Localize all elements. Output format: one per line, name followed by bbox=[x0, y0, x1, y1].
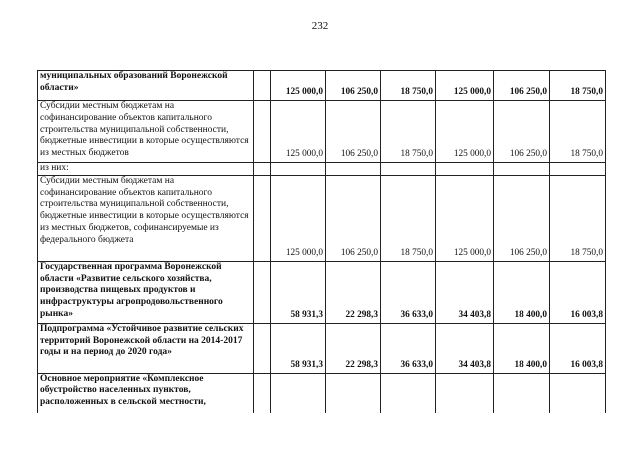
value-cell: 16 003,8 bbox=[550, 323, 606, 373]
table-row bbox=[38, 71, 606, 101]
value-cell bbox=[550, 373, 606, 413]
row-name: Субсидии местным бюджетам на софинансирование объектов капитального строительства муниципальной собственности, бюджетные инвестиции в которые осуществляются из местных бюджетов bbox=[38, 101, 254, 163]
table-row bbox=[38, 175, 606, 261]
blank-cell bbox=[254, 373, 271, 413]
value-cell: 125 000,0 bbox=[436, 71, 494, 101]
value-cell: 58 931,3 bbox=[271, 323, 326, 373]
value-cell: 22 298,3 bbox=[326, 323, 381, 373]
value-cell: 34 403,8 bbox=[436, 323, 494, 373]
value-cell bbox=[326, 163, 381, 176]
blank-cell bbox=[254, 261, 271, 323]
value-cell: 16 003,8 bbox=[550, 261, 606, 323]
value-cell bbox=[494, 163, 550, 176]
value-cell: 18 400,0 bbox=[494, 261, 550, 323]
value-cell: 106 250,0 bbox=[494, 101, 550, 163]
blank-cell bbox=[254, 71, 271, 101]
blank-cell bbox=[254, 101, 271, 163]
value-cell bbox=[381, 163, 436, 176]
value-cell: 125 000,0 bbox=[436, 101, 494, 163]
blank-cell bbox=[254, 323, 271, 373]
value-cell: 18 750,0 bbox=[381, 71, 436, 101]
value-cell: 106 250,0 bbox=[494, 71, 550, 101]
page-number: 232 bbox=[311, 20, 329, 32]
value-cell bbox=[326, 373, 381, 413]
value-cell: 36 633,0 bbox=[381, 261, 436, 323]
table-row bbox=[38, 163, 606, 176]
blank-cell bbox=[254, 175, 271, 261]
value-cell: 18 750,0 bbox=[550, 71, 606, 101]
value-cell: 18 750,0 bbox=[381, 175, 436, 261]
value-cell: 18 750,0 bbox=[381, 101, 436, 163]
value-cell: 36 633,0 bbox=[381, 323, 436, 373]
row-name: Подпрограмма «Устойчивое развитие сельских территорий Воронежской области на 2014-2017 годы и на период до 2020 года» bbox=[38, 323, 254, 373]
value-cell: 18 400,0 bbox=[494, 323, 550, 373]
row-name: из них: bbox=[38, 163, 254, 176]
row-name: Субсидии местным бюджетам на софинансирование объектов капитального строительства муниципальной собственности, бюджетные инвестиции в которые осуществляются из местных бюджетов, софинансируемые из федерального бюджета bbox=[38, 175, 254, 261]
value-cell: 18 750,0 bbox=[550, 101, 606, 163]
value-cell bbox=[381, 373, 436, 413]
table-row bbox=[38, 323, 606, 373]
value-cell: 106 250,0 bbox=[326, 175, 381, 261]
table-row bbox=[38, 373, 606, 413]
budget-table bbox=[37, 70, 606, 413]
value-cell bbox=[436, 163, 494, 176]
value-cell: 34 403,8 bbox=[436, 261, 494, 323]
value-cell bbox=[550, 163, 606, 176]
value-cell: 106 250,0 bbox=[326, 101, 381, 163]
row-name: муниципальных образований Воронежской области» bbox=[38, 71, 254, 101]
value-cell bbox=[494, 373, 550, 413]
table-row bbox=[38, 261, 606, 323]
value-cell: 125 000,0 bbox=[271, 175, 326, 261]
value-cell bbox=[271, 373, 326, 413]
value-cell: 125 000,0 bbox=[271, 71, 326, 101]
blank-cell bbox=[254, 163, 271, 176]
value-cell: 18 750,0 bbox=[550, 175, 606, 261]
value-cell: 22 298,3 bbox=[326, 261, 381, 323]
value-cell bbox=[436, 373, 494, 413]
row-name: Государственная программа Воронежской области «Развитие сельского хозяйства, производства пищевых продуктов и инфраструктуры агропродовольственного рынка» bbox=[38, 261, 254, 323]
table-row bbox=[38, 101, 606, 163]
value-cell: 125 000,0 bbox=[436, 175, 494, 261]
value-cell: 106 250,0 bbox=[494, 175, 550, 261]
value-cell: 106 250,0 bbox=[326, 71, 381, 101]
value-cell bbox=[271, 163, 326, 176]
value-cell: 58 931,3 bbox=[271, 261, 326, 323]
row-name: Основное мероприятие «Комплексное обустройство населенных пунктов, расположенных в сельской местности, bbox=[38, 373, 254, 413]
value-cell: 125 000,0 bbox=[271, 101, 326, 163]
